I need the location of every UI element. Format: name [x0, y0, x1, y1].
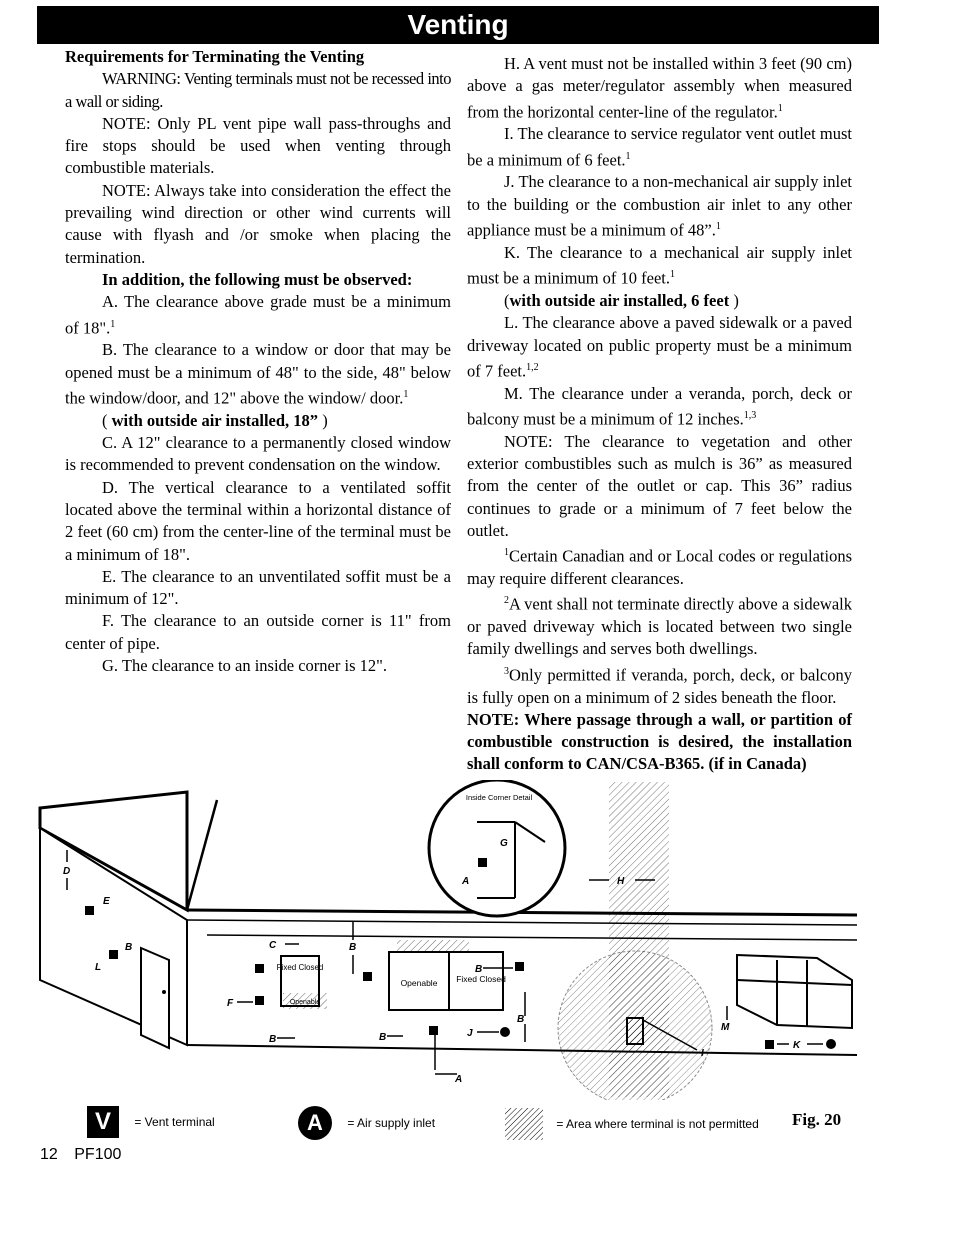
clearance-j: J. The clearance to a non-mechanical air supply inlet to the building or the combustion air inlet to any other appliance must be a minimum of 48”.$^1$ — [467, 172, 852, 240]
legend-air: A = Air supply inlet — [298, 1106, 435, 1140]
clearance-h: H. A vent must not be installed within 3 feet (90 cm) above a gas meter/regulator assembly when measured from the horizontal center-line of the regulator.$^1$ — [467, 54, 852, 122]
gas-meter-icon — [627, 1018, 643, 1044]
fixed-closed-label: Fixed Closed — [456, 974, 506, 984]
clearance-f: F. The clearance to an outside corner is 11" from center of pipe. — [65, 611, 451, 653]
svg-text:B: B — [379, 1032, 387, 1043]
right-column — [467, 53, 852, 776]
svg-text:D: D — [63, 866, 71, 877]
footnote-2: $^2$A vent shall not terminate directly above a sidewalk or paved driveway which is located between two single family dwellings and serves both dwellings. — [467, 594, 852, 659]
door — [141, 948, 169, 1048]
svg-text:M: M — [721, 1022, 730, 1033]
left-column — [65, 46, 451, 677]
figure-label: Fig. 20 — [792, 1110, 842, 1129]
clearance-b: B. The clearance to a window or door that may be opened must be a minimum of 48" to the side, 48" below the window/door, and 12" above the window/ door.$^1$ — [65, 340, 451, 408]
note-vegetation: NOTE: The clearance to vegetation and other exterior combustibles such as mulch is 36” as measured from the center of the outlet or cap. This 36” radius continues to grade or a minimum of 7 feet below the outlet. — [467, 431, 852, 540]
clearance-b-outside-air: ( with outside air installed, 18” ) — [102, 410, 328, 430]
vent-terminal-icon: V — [87, 1106, 119, 1138]
observe-heading: In addition, the following must be observed: — [102, 269, 413, 289]
svg-text:J: J — [467, 1028, 473, 1039]
legend-area: = Area where terminal is not permitted — [505, 1108, 759, 1140]
hatched-area-icon — [505, 1108, 543, 1140]
clearance-k-outside-air: (with outside air installed, 6 feet ) — [504, 290, 739, 310]
porch-deck — [737, 955, 852, 1028]
svg-text:B: B — [125, 942, 133, 953]
inside-corner-label: Inside Corner Detail — [465, 793, 533, 802]
clearance-k: K. The clearance to a mechanical air supply inlet must be a minimum of 10 feet.$^1$ — [467, 242, 852, 288]
clearance-i: I. The clearance to service regulator vent outlet must be a minimum of 6 feet.$^1$ — [467, 124, 852, 170]
svg-text:E: E — [103, 896, 110, 907]
note-can-csa: NOTE: Where passage through a wall, or partition of combustible construction is desired, the installation shall conform to CAN/CSA-B365. (if in Canada) — [467, 709, 852, 774]
openable-label: Openable — [400, 978, 438, 988]
section-heading: Requirements for Terminating the Venting — [65, 47, 365, 66]
svg-text:K: K — [793, 1040, 801, 1051]
page-number: 12 — [40, 1146, 58, 1163]
clearance-c: C. A 12" clearance to a permanently closed window is recommended to prevent condensation on the window. — [65, 433, 451, 475]
svg-text:B: B — [517, 1014, 525, 1025]
svg-text:H: H — [617, 876, 625, 887]
svg-text:B: B — [349, 942, 357, 953]
page-title: Venting — [407, 9, 509, 40]
svg-text:B: B — [269, 1034, 277, 1045]
model-name: PF100 — [74, 1146, 122, 1163]
air-inlet-icon: A — [298, 1106, 332, 1140]
clearance-m: M. The clearance under a veranda, porch, deck or balcony must be a minimum of 12 inches.$^{1,3}$ — [467, 383, 852, 429]
clearance-a: A. The clearance above grade must be a minimum of 18".$^1$ — [65, 292, 451, 338]
svg-text:C: C — [269, 940, 277, 951]
page-footer — [40, 1146, 121, 1164]
svg-text:I: I — [701, 1048, 704, 1059]
clearance-e: E. The clearance to an unventilated soffit must be a minimum of 12". — [65, 566, 451, 609]
footnote-1: $^1$Certain Canadian and or Local codes or regulations may require different clearances. — [467, 546, 852, 589]
fixed-window-label: Fixed Closed — [276, 963, 324, 972]
svg-text:A: A — [462, 876, 470, 887]
svg-text:G: G — [500, 838, 508, 849]
footnote-3: $^3$Only permitted if veranda, porch, deck, or balcony is fully open on a minimum of 2 sides beneath the floor. — [467, 665, 852, 707]
clearance-l: L. The clearance above a paved sidewalk or a paved driveway located on public property must be a minimum of 7 feet.$^{1,2}$ — [467, 313, 852, 381]
clearance-g: G. The clearance to an inside corner is 12". — [102, 656, 387, 676]
warning-text: WARNING: Venting terminals must not be recessed into a wall or siding. — [65, 69, 451, 111]
legend-vent: V = Vent terminal — [87, 1106, 215, 1138]
svg-text:B: B — [475, 964, 483, 975]
svg-text:F: F — [227, 998, 234, 1009]
venting-clearance-diagram — [37, 780, 857, 1100]
svg-text:L: L — [95, 962, 102, 973]
note-wind: NOTE: Always take into consideration the effect the prevailing wind direction or other wind currents will cause with flyash and /or smoke when placing the termination. — [65, 180, 451, 267]
note-pl-pipe: NOTE: Only PL vent pipe wall pass-throughs and fire stops should be used when venting through combustible materials. — [65, 113, 451, 178]
svg-text:A: A — [455, 1074, 463, 1085]
openable-small-label: Openable — [289, 999, 321, 1006]
clearance-d: D. The vertical clearance to a ventilated soffit located above the terminal within a horizontal distance of 2 feet (60 cm) from the center-line of the terminal must be a minimum of 18". — [65, 477, 451, 564]
title-banner — [37, 6, 879, 44]
